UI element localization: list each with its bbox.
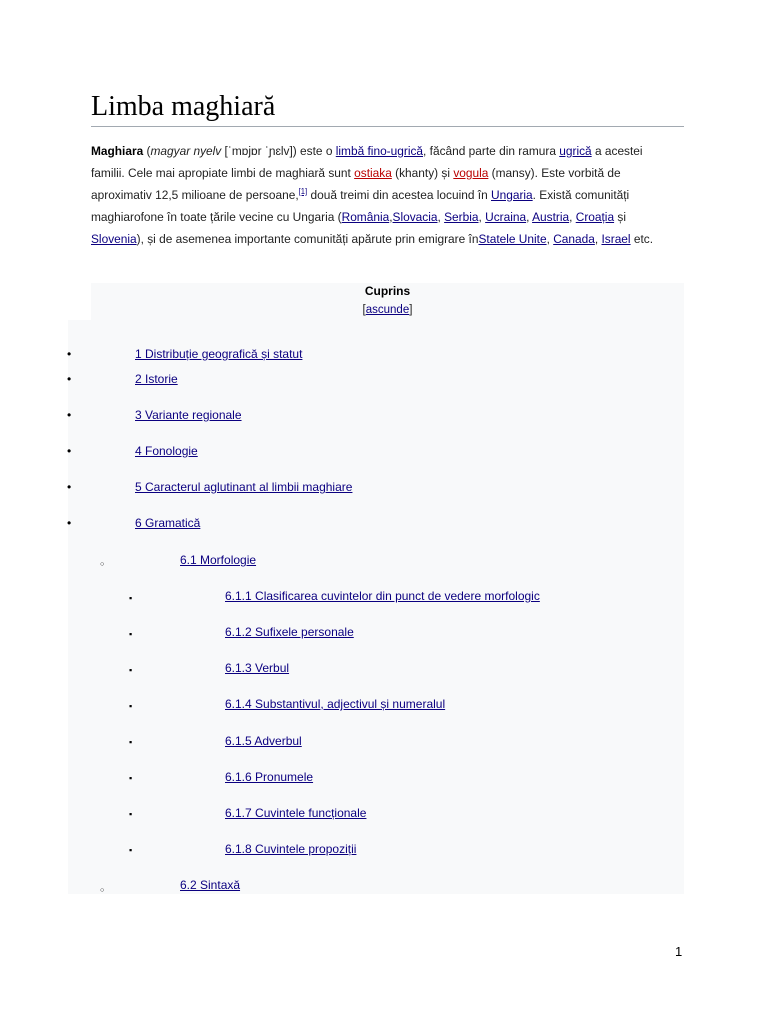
intro-text: , făcând parte din ramura	[423, 144, 560, 158]
page-title: Limba maghiară	[91, 90, 684, 127]
page-number: 1	[675, 944, 683, 959]
toc-item-pronumele[interactable]: 6.1.6 Pronumele	[225, 770, 314, 784]
bullet-square	[129, 698, 132, 712]
intro-text: și	[614, 210, 626, 224]
bold-term: Maghiara	[91, 144, 144, 158]
intro-text: ,	[478, 210, 486, 224]
link-ungaria[interactable]: Ungaria	[491, 188, 533, 202]
toc-title: Cuprins	[364, 284, 411, 298]
intro-text: ), și de asemenea importante comunități apărute prin emigrare în	[136, 232, 479, 246]
toc-item-caracterul[interactable]: 5 Caracterul aglutinant al limbii maghiare	[135, 480, 353, 494]
bullet-disc	[67, 408, 71, 422]
bullet-disc	[67, 372, 71, 386]
link-vogula[interactable]: vogula	[453, 166, 489, 180]
link-croatia[interactable]: Croația	[575, 210, 615, 224]
link-statele-unite[interactable]: Statele Unite	[478, 232, 547, 246]
toc-hide-control	[91, 304, 684, 316]
bullet-square	[129, 734, 132, 748]
native-name: magyar nyelv	[150, 144, 222, 158]
link-slovenia[interactable]: Slovenia	[91, 232, 137, 246]
bullet-circle	[100, 555, 104, 569]
intro-text: ,	[594, 232, 602, 246]
toc-item-variante[interactable]: 3 Variante regionale	[135, 408, 242, 422]
bullet-square	[129, 662, 132, 676]
intro-text: a acestei familii. Cele mai apropiate limbi de maghiară sunt	[91, 144, 643, 180]
toc-item-sufixele[interactable]: 6.1.2 Sufixele personale	[225, 625, 354, 639]
intro-text: (	[143, 144, 151, 158]
bullet-disc	[67, 444, 71, 458]
toc-item-cuvintele-propozitii[interactable]: 6.1.8 Cuvintele propoziții	[225, 842, 357, 856]
link-serbia[interactable]: Serbia	[444, 210, 479, 224]
toc-body-background	[68, 320, 684, 894]
toc-item-fonologie[interactable]: 4 Fonologie	[135, 444, 198, 458]
intro-text: ) este o	[292, 144, 336, 158]
toc-item-sintaxa[interactable]: 6.2 Sintaxă	[180, 878, 241, 892]
toc-hide-link[interactable]: ascunde	[365, 304, 410, 316]
link-romania[interactable]: România	[341, 210, 390, 224]
toc-item-cuvintele-functionale[interactable]: 6.1.7 Cuvintele funcționale	[225, 806, 367, 820]
bullet-disc	[67, 347, 71, 361]
intro-text: ,	[546, 232, 554, 246]
bullet-square	[129, 590, 132, 604]
link-fino-ugrica[interactable]: limbă fino-ugrică	[335, 144, 424, 158]
toc-item-substantivul[interactable]: 6.1.4 Substantivul, adjectivul și numeralul	[225, 697, 446, 711]
bullet-square	[129, 626, 132, 640]
toc-item-gramatica[interactable]: 6 Gramatică	[135, 516, 201, 530]
bullet-square	[129, 842, 132, 856]
toc-item-adverbul[interactable]: 6.1.5 Adverbul	[225, 734, 302, 748]
link-canada[interactable]: Canada	[553, 232, 595, 246]
bullet-circle	[100, 881, 104, 895]
intro-text: etc.	[630, 232, 654, 246]
link-slovacia[interactable]: Slovacia	[392, 210, 438, 224]
bullet-disc	[67, 516, 71, 530]
link-ugrica[interactable]: ugrică	[559, 144, 592, 158]
bullet-square	[129, 770, 132, 784]
bullet-square	[129, 806, 132, 820]
ipa-text: [ˈmɒjɒr ˈɲɛlv]	[221, 144, 293, 158]
intro-text: ,	[569, 210, 576, 224]
toc-item-verbul[interactable]: 6.1.3 Verbul	[225, 661, 290, 675]
intro-text: (khanty) și	[391, 166, 454, 180]
link-israel[interactable]: Israel	[601, 232, 631, 246]
toc-item-istorie[interactable]: 2 Istorie	[135, 372, 178, 386]
toc-item-morfologie[interactable]: 6.1 Morfologie	[180, 553, 257, 567]
bracket: [	[362, 304, 366, 316]
intro-text: ,	[389, 210, 393, 224]
bracket: ]	[409, 304, 413, 316]
bullet-disc	[67, 480, 71, 494]
intro-text: ,	[437, 210, 445, 224]
link-ostiaka[interactable]: ostiaka	[354, 166, 392, 180]
intro-paragraph	[91, 140, 662, 250]
intro-text: două treimi din acestea locuind în	[307, 188, 492, 202]
intro-text: (mansy). Este vorbită de aproximativ 12,5 milioane de persoane,	[91, 166, 621, 202]
toc-item-clasificarea[interactable]: 6.1.1 Clasificarea cuvintelor din punct de vedere morfologic	[225, 589, 540, 603]
link-austria[interactable]: Austria	[532, 210, 570, 224]
reference-link[interactable]: [1]	[298, 186, 308, 196]
intro-text: . Există comunități maghiarofone în toate țările vecine cu Ungaria (	[91, 188, 630, 224]
toc-item-distributie[interactable]: 1 Distribuție geografică și statut	[135, 347, 303, 361]
intro-text: ,	[526, 210, 533, 224]
link-ucraina[interactable]: Ucraina	[485, 210, 527, 224]
